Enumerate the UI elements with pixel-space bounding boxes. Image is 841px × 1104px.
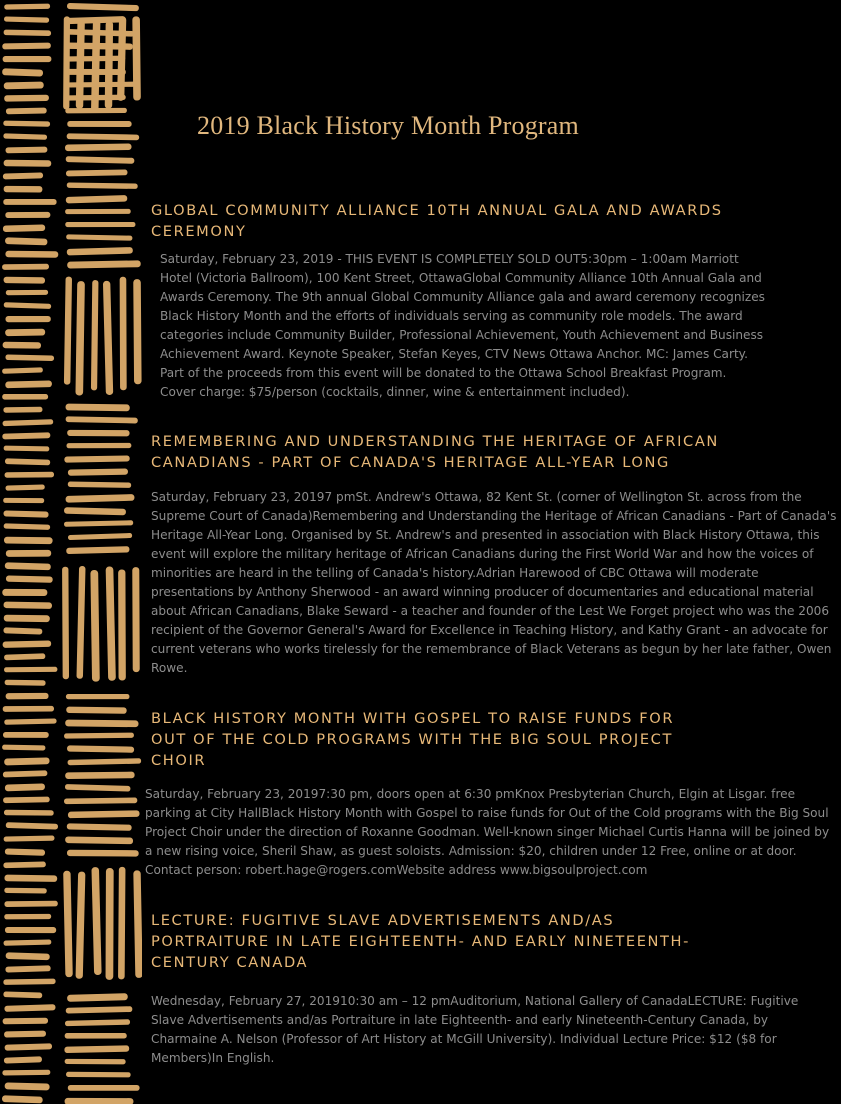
event-body-lecture: Wednesday, February 27, 201910:30 am – 12 pmAuditorium, National Gallery of CanadaLECTURE: Fugitive Slave Advertisements and/as Portraiture in late Eighteenth- and early Nineteenth-Century Canada, by Charmaine A. Nelson (Professor of Art History at McGill University). Individual Lecture Price: $12 ($8 for Members)In English.	[151, 994, 799, 1065]
event-heading-gala: GLOBAL COMMUNITY ALLIANCE 10TH ANNUAL GALA AND AWARDS CEREMONY	[151, 202, 723, 240]
event-heading-heritage: REMEMBERING AND UNDERSTANDING THE HERITAGE OF AFRICAN CANADIANS - PART OF CANADA'S HERITAGE ALL-YEAR LONG	[151, 433, 719, 471]
event-body-gospel: Saturday, February 23, 20197:30 pm, doors open at 6:30 pmKnox Presbyterian Church, Elgin at Lisgar. free parking at City HallBlack History Month with Gospel to raise funds for Out of the Cold programs with the Big Soul Project Choir under the direction of Roxanne Goodman. Well-known singer Michael Curtis Hanna will be joined by a new rising voice, Sheril Shaw, as guest soloists. Admission: $20, children under 12 Free, online or at door. Contact person: robert.hage@rogers.comWebsite address www.bigsoulproject.com	[145, 787, 830, 877]
event-heading-lecture: LECTURE: FUGITIVE SLAVE ADVERTISEMENTS AND/AS PORTRAITURE IN LATE EIGHTEENTH- AND EARLY NINETEENTH-CENTURY CANADA	[151, 912, 690, 971]
event-body-gala: Saturday, February 23, 2019 - THIS EVENT IS COMPLETELY SOLD OUT5:30pm – 1:00am Marriott Hotel (Victoria Ballroom), 100 Kent Street, OttawaGlobal Community Alliance 10th Annual Gala and Awards Ceremony. The 9th annual Global Community Alliance gala and award ceremony recognizes Black History Month and the efforts of individuals serving as community role models. The award categories include Community Builder, Professional Achievement, Youth Achievement and Business Achievement Award. Keynote Speaker, Stefan Keyes, CTV News Ottawa Anchor. MC: James Carty. Part of the proceeds from this event will be donated to the Ottawa School Breakfast Program. Cover charge: $75/person (cocktails, dinner, wine & entertainment included).	[160, 252, 765, 399]
event-heading-gospel: BLACK HISTORY MONTH WITH GOSPEL TO RAISE FUNDS FOR OUT OF THE COLD PROGRAMS WITH THE BIG SOUL PROJECT CHOIR	[151, 710, 675, 769]
page-title: 2019 Black History Month Program	[197, 111, 579, 140]
decorative-stripe-pattern	[0, 0, 142, 1104]
event-body-heritage: Saturday, February 23, 20197 pmSt. Andrew's Ottawa, 82 Kent St. (corner of Wellington St. across from the Supreme Court of Canada)Remembering and Understanding the Heritage of African Canadians - Part of Canada's Heritage All-Year Long. Organised by St. Andrew's and presented in association with Black History Ottawa, this event will explore the military heritage of African Canadians during the First World War and how the voices of minorities are heard in the telling of Canada's history.Adrian Harewood of CBC Ottawa will moderate presentations by Anthony Sherwood - an award winning producer of documentaries and educational material about African Canadians, Blake Seward - a teacher and founder of the Lest We Forget project who was the 2006 recipient of the Governor General's Award for Excellence in Teaching History, and Kathy Grant - an advocate for current veterans who works tirelessly for the remembrance of Black Veterans as begun by her late father, Owen Rowe.	[151, 490, 837, 675]
